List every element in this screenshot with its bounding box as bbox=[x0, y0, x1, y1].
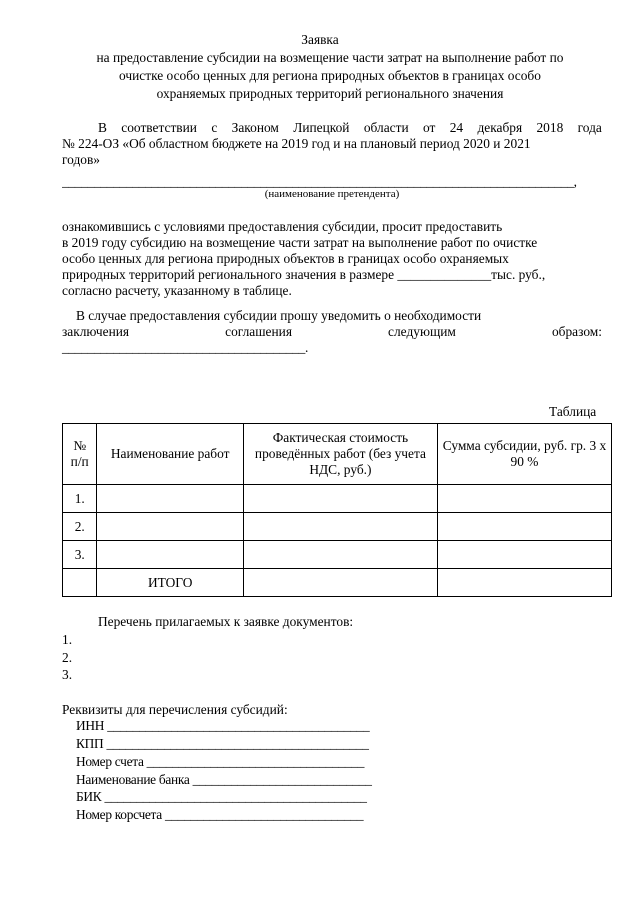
requisite-label: Номер счета bbox=[76, 754, 144, 769]
row-name-cell[interactable] bbox=[97, 513, 244, 541]
table-row bbox=[63, 541, 612, 569]
header-subsidy bbox=[437, 424, 611, 485]
table-label: Таблица bbox=[549, 404, 597, 419]
row-name-cell[interactable] bbox=[97, 541, 244, 569]
table-row bbox=[63, 513, 612, 541]
header-cost-text: Фактическая стоимость проведённых работ (без учета НДС, руб.) bbox=[254, 430, 426, 477]
row-name-cell[interactable] bbox=[97, 485, 244, 513]
row-subsidy-cell[interactable] bbox=[437, 485, 611, 513]
applicant-caption: (наименование претендента) bbox=[264, 188, 400, 200]
header-cost bbox=[243, 424, 437, 485]
requisite-label: КПП bbox=[76, 736, 104, 751]
account-number-field[interactable]: __________________________________ bbox=[146, 754, 365, 769]
header-name-text: Наименование работ bbox=[110, 446, 230, 461]
kpp-field[interactable]: _________________________________________ bbox=[106, 736, 369, 751]
intro-line-1 bbox=[62, 120, 602, 136]
requisite-account bbox=[76, 754, 364, 770]
intro-word: Липецкой bbox=[293, 120, 350, 135]
inn-field[interactable]: _________________________________________ bbox=[107, 718, 370, 733]
document-subtitle-line-1: на предоставление субсидии на возмещение части затрат на выполнение работ по bbox=[96, 50, 564, 65]
intro-word: декабря bbox=[477, 120, 523, 135]
request-line-1: ознакомившись с условиями предоставления субсидии, просит предоставить bbox=[62, 219, 503, 234]
notify-word: заключения bbox=[62, 324, 130, 339]
document-title: Заявка bbox=[301, 32, 339, 47]
header-name bbox=[97, 424, 244, 485]
attachment-item-3: 3. bbox=[62, 667, 73, 682]
intro-word: соответствии bbox=[121, 120, 197, 135]
subsidy-table bbox=[62, 423, 612, 597]
request-line-5: согласно расчету, указанному в таблице. bbox=[62, 283, 292, 298]
intro-word: В bbox=[98, 120, 107, 135]
requisites-title: Реквизиты для перечисления субсидий: bbox=[62, 702, 288, 717]
row-cost-cell[interactable] bbox=[243, 485, 437, 513]
total-label: ИТОГО bbox=[97, 569, 244, 597]
intro-word: 2018 bbox=[536, 120, 564, 135]
row-num: 3. bbox=[63, 541, 97, 569]
intro-word: области bbox=[363, 120, 409, 135]
row-cost-cell[interactable] bbox=[243, 541, 437, 569]
intro-word: от bbox=[422, 120, 436, 135]
document-subtitle-line-3: охраняемых природных территорий регионального значения bbox=[156, 86, 504, 101]
bik-field[interactable]: _________________________________________ bbox=[104, 789, 367, 804]
intro-word: с bbox=[211, 120, 218, 135]
table-header-row bbox=[63, 424, 612, 485]
notify-method-field[interactable]: ______________________________________. bbox=[62, 340, 309, 355]
table-row bbox=[63, 485, 612, 513]
corr-account-field[interactable]: _______________________________ bbox=[164, 807, 364, 822]
notify-line-2 bbox=[62, 324, 602, 340]
attachment-item-1: 1. bbox=[62, 632, 73, 647]
intro-word: года bbox=[577, 120, 602, 135]
intro-word: Законом bbox=[231, 120, 279, 135]
requisite-label: Номер корсчета bbox=[76, 807, 162, 822]
notify-word: соглашения bbox=[225, 324, 292, 339]
row-subsidy-cell[interactable] bbox=[437, 513, 611, 541]
notify-paragraph bbox=[62, 308, 602, 356]
intro-word: 24 bbox=[449, 120, 464, 135]
requisite-inn bbox=[76, 718, 369, 734]
total-cost-cell[interactable] bbox=[243, 569, 437, 597]
bank-name-field[interactable]: ____________________________ bbox=[192, 772, 372, 787]
row-subsidy-cell[interactable] bbox=[437, 541, 611, 569]
intro-line-2: № 224-ОЗ «Об областном бюджете на 2019 год и на плановый период 2020 и 2021 bbox=[62, 136, 531, 151]
notify-word: образом: bbox=[551, 324, 602, 339]
requisite-bik bbox=[76, 789, 367, 805]
document-subtitle-line-2: очистке особо ценных для региона природных объектов в границах особо bbox=[119, 68, 541, 83]
notify-word: следующим bbox=[388, 324, 456, 339]
request-line-4: природных территорий регионального значения в размере ______________тыс. руб., bbox=[62, 267, 546, 282]
intro-line-3: годов» bbox=[62, 152, 100, 167]
attachments-title: Перечень прилагаемых к заявке документов: bbox=[98, 614, 354, 629]
row-num: 2. bbox=[63, 513, 97, 541]
header-num-text: № п/п bbox=[70, 438, 89, 469]
requisite-bank bbox=[76, 772, 372, 788]
header-num bbox=[63, 424, 97, 485]
requisite-label: Наименование банка bbox=[76, 772, 190, 787]
requisite-label: ИНН bbox=[76, 718, 105, 733]
request-line-2: в 2019 году субсидию на возмещение части затрат на выполнение работ по очистке bbox=[62, 235, 538, 250]
total-num-cell bbox=[63, 569, 97, 597]
request-line-3: особо ценных для региона природных объектов в границах особо охраняемых bbox=[62, 251, 509, 266]
requisite-label: БИК bbox=[76, 789, 102, 804]
row-cost-cell[interactable] bbox=[243, 513, 437, 541]
requisite-kpp bbox=[76, 736, 369, 752]
total-subsidy-cell[interactable] bbox=[437, 569, 611, 597]
table-total-row bbox=[63, 569, 612, 597]
intro-paragraph bbox=[62, 120, 602, 168]
notify-line-1: В случае предоставления субсидии прошу уведомить о необходимости bbox=[76, 308, 482, 323]
header-subsidy-text: Сумма субсидии, руб. гр. 3 х 90 % bbox=[442, 438, 607, 469]
row-num: 1. bbox=[63, 485, 97, 513]
applicant-name-field[interactable]: ________________________________________________________________________________, bbox=[62, 174, 577, 189]
attachment-item-2: 2. bbox=[62, 650, 73, 665]
requisite-corr-account bbox=[76, 807, 363, 823]
request-paragraph bbox=[62, 219, 602, 299]
